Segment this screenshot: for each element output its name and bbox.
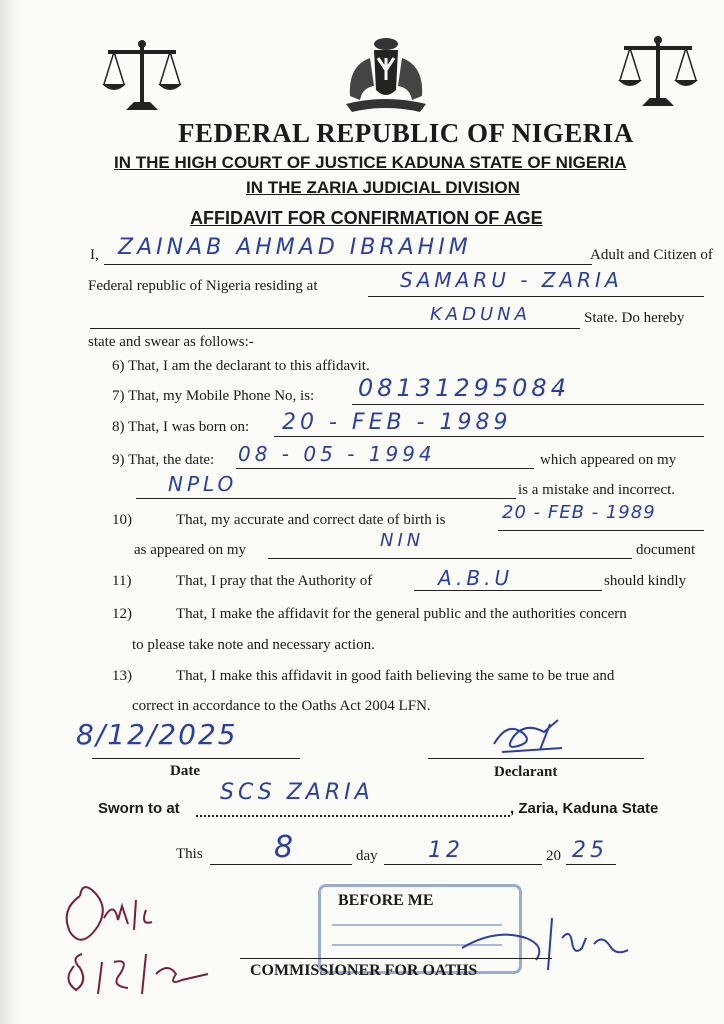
state-suffix: State. Do hereby [584,310,685,326]
correct-doc-line [268,558,632,559]
wrong-doc-line [136,498,516,499]
year-prefix: 20 [546,848,561,864]
handwritten-day: 8 [274,830,298,865]
handwritten-correct-dob: 20 - FEB - 1989 [502,502,656,523]
date-label: Date [170,763,200,779]
sworn-place-line [196,815,510,817]
affidavit-title: AFFIDAVIT FOR CONFIRMATION OF AGE [190,208,543,228]
handwritten-month: 12 [428,838,464,863]
wrong-date-line [236,468,534,469]
address-line-1 [368,296,704,297]
paragraph-6: 6) That, I am the declarant to this affidavit. [112,358,370,374]
intro-suffix: Adult and Citizen of [590,247,713,263]
paragraph-7: 7) That, my Mobile Phone No, is: [112,388,315,404]
authority-line [414,590,602,591]
handwritten-address-2: KADUNA [430,304,531,325]
page-edge [0,0,22,1024]
paragraph-13: That, I make this affidavit in good faith believing the same to be true and [176,668,615,684]
paragraph-13-cont: correct in accordance to the Oaths Act 2004 LFN. [132,698,431,714]
handwritten-address-1: SAMARU - ZARIA [400,268,623,292]
handwritten-sworn-place: SCS ZARIA [220,780,374,805]
residing-label: Federal republic of Nigeria residing at [88,278,318,294]
paragraph-10-doc-suffix: document [636,542,696,558]
paragraph-13-number: 13) [112,668,132,684]
paragraph-10: That, my accurate and correct date of birth is [176,512,446,528]
year-line [566,864,616,865]
month-line [384,864,542,865]
declarant-label: Declarant [494,764,558,780]
commissioner-signature-red [58,870,248,1002]
paragraph-10-number: 10) [112,512,132,528]
scales-of-justice-icon [100,38,184,116]
page-title: FEDERAL REPUBLIC OF NIGERIA [178,118,634,148]
declarant-line [428,758,644,759]
handwritten-dob: 20 - FEB - 1989 [282,410,512,435]
commissioner-signature-blue [456,908,636,978]
paragraph-12-number: 12) [112,606,132,622]
court-heading: IN THE HIGH COURT OF JUSTICE KADUNA STATE OF NIGERIA [114,153,627,172]
date-line [92,758,300,759]
intro-prefix: I, [90,247,99,263]
paragraph-8: 8) That, I was born on: [112,419,250,435]
handwritten-correct-doc: NIN [380,530,425,551]
correct-dob-line [498,530,704,531]
paragraph-11-number: 11) [112,573,132,589]
paragraph-9-end: is a mistake and incorrect. [518,482,676,498]
paragraph-11: That, I pray that the Authority of [176,573,373,589]
commissioner-label: COMMISSIONER FOR OATHS [250,962,478,979]
sworn-location: , Zaria, Kaduna State [510,800,659,817]
handwritten-year: 25 [572,838,608,863]
handwritten-wrong-doc: NPLO [168,472,238,496]
paragraph-12-cont: to please take note and necessary action. [132,637,375,653]
dob-line [274,436,704,437]
paragraph-10-doc-label: as appeared on my [134,542,247,558]
before-me-label: BEFORE ME [338,892,434,909]
paragraph-12: That, I make the affidavit for the general public and the authorities concern [176,606,627,622]
day-label: day [356,848,378,864]
sworn-label: Sworn to at [98,800,180,817]
address-line-2 [90,328,580,329]
commissioner-line [240,958,552,959]
paragraph-11-tail: should kindly [604,573,687,589]
division-heading: IN THE ZARIA JUDICIAL DIVISION [246,178,520,197]
swear-text: state and swear as follows:- [88,334,254,350]
paragraph-9-tail: which appeared on my [540,452,677,468]
scales-of-justice-icon [616,34,700,112]
phone-line [352,404,704,405]
paragraph-9: 9) That, the date: [112,452,215,468]
handwritten-name: ZAINAB AHMAD IBRAHIM [118,235,472,260]
declarant-signature [488,714,572,758]
handwritten-date-signed: 8/12/2025 [76,718,238,751]
this-label: This [176,846,203,862]
handwritten-authority: A.B.U [438,566,514,590]
coat-of-arms-icon [340,36,432,118]
handwritten-wrong-date: 08 - 05 - 1994 [238,442,436,466]
handwritten-phone: 08131295084 [358,374,570,402]
name-line [104,264,592,265]
